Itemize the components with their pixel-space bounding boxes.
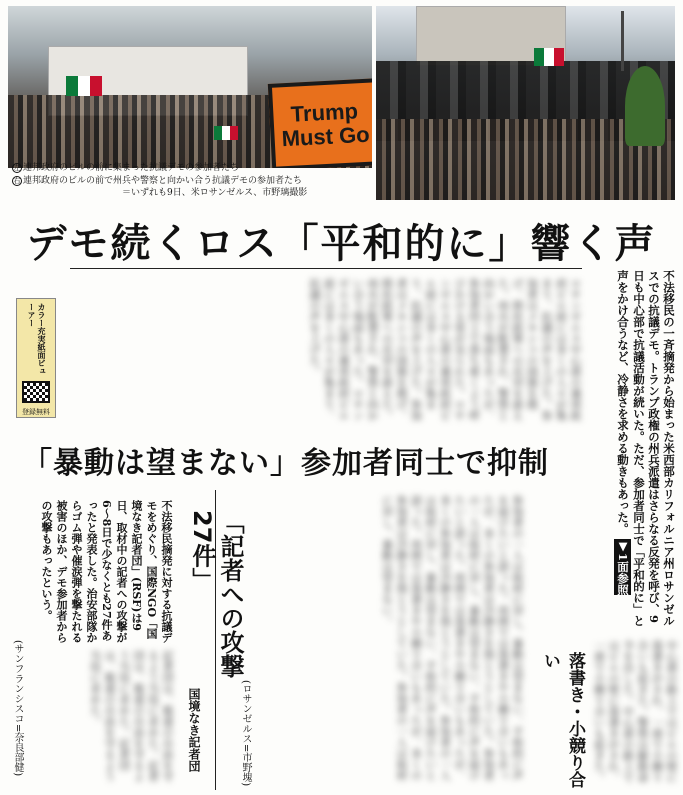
blurred-attack-continuation: 記者団は、報道の自由を守るよう当局に求めた。記者団は、報道の自由を守るよう当局に求めた。記者団は、報道の自由を守るよう当局に求めた。 [88, 650, 174, 782]
sign-line1: Trump [290, 98, 359, 128]
photo-caption [12, 162, 374, 200]
lead-text: 不法移民の一斉摘発から始まった米西部カリフォルニア州ロサンゼルスでの抗議デモ。トランプ政権の州兵派遣はさらなる反発を呼び、9日も中心部で抗議活動が続いた。ただ、参加者同士で「平和的に」と声をかけ合うなど、冷静さを求める動きもあった。 [616, 270, 676, 627]
photo-left-protest-crowd [8, 6, 372, 168]
attack-body: 不法移民摘発に対する抗議デモをめぐり、国際NGO「国境なき記者団」(RSF)は9日、取材中の記者への攻撃が6〜8日で少なくとも27件あったと発表した。治安部隊からゴム弾や催涙弾を撃たれる被害のほか、デモ参加者からの攻撃もあったという。 [40, 500, 173, 643]
caption-line1: 連邦政府のビルの前に集まった抗議デモの参加者たち [23, 163, 240, 173]
attack-title: 「記者への攻撃27件」 [188, 510, 244, 678]
column-rule [70, 268, 582, 269]
tree [625, 66, 665, 146]
blurred-article-body-lower: 参加者の一人は取材に対し、暴動は望まない、平和的に声を届けたいと語った。周囲では落書きや小競り合いもあったが、多くの参加者は冷静さを保とうとしていた。参加者の一人は取材に対し、暴動は望まない、平和的に声を届けたいと語った。周囲では落書きや小競り合いもあったが、多くの参加者は冷静さを保とうとしていた。参加者の一人は取材に対し、暴動は望まない、平和的に声を届けたいと語った。周囲では落書きや小競り合いもあったが、多くの参加者は冷静さを保とうとしていた。参加者の一人は取材に対し、暴動は望まない。 [380, 495, 524, 781]
attack-credit: (サンフランシスコ=奈良部健) [12, 640, 23, 777]
main-credit: (ロサンゼルス=市野塊) [240, 680, 251, 787]
qr-box-title: カラー充実紙面ビューアー [27, 303, 46, 375]
trump-must-go-sign [268, 78, 372, 168]
viewer-qr-box[interactable] [16, 298, 56, 418]
mexican-flag-small [214, 126, 238, 140]
main-headline: デモ続くロス「平和的に」響く声 [26, 221, 657, 267]
photo-right-police-line [376, 6, 675, 200]
side-headline: 落書き・小競り合い [540, 652, 585, 788]
blurred-article-body-right: 中心部の路上ではビルの壁に落書きがされ、一部で小競り合いも起きた。警察は解散命令を出した。中心部の路上ではビルの壁に落書きがされ、一部で小競り合いも起きた。 [592, 640, 678, 783]
lead-paragraph [588, 270, 676, 630]
qr-code-icon[interactable] [22, 381, 50, 403]
caption-line3: ＝いずれも9日、米ロサンゼルス、市野璃撮影 [122, 188, 308, 198]
street-light [621, 11, 624, 71]
caption-mark-left: 左 [13, 164, 21, 172]
caption-line2: 連邦政府のビルの前で州兵や警察と向かい合う抗議デモの参加者たち [23, 175, 303, 186]
caption-mark-right: 右 [13, 176, 21, 185]
blurred-article-body-upper: ロサンゼルス中心部の連邦政府ビル前には多くの人々が集まり、抗議の声を上げた。参加者はメキシコの国旗を掲げ、移民政策への反対を訴えた。州兵が配置され、警察と向かい合う場面もあったが、参加者同士で落ち着くよう呼びかける姿が見られた。ロサンゼルス中心部の連邦政府ビル前には多くの人々が集まり、抗議の声を上げた。参加者はメキシコの国旗を掲げ、移民政策への反対を訴えた。州兵が配置され、警察と向かい合う場面もあった。ロサンゼルス中心部の連邦政府ビル前には多くの人々が集まり、抗議の声を上げた。 [308, 278, 582, 421]
qr-box-free: 登録無料 [22, 408, 50, 416]
lead-page-ref: ▼1面参照 [616, 538, 630, 596]
mexican-flag-right [534, 48, 564, 66]
mexican-flag [66, 76, 102, 96]
attack-subtitle: 国境なき記者団 [187, 688, 201, 772]
sign-line2: Must Go [281, 121, 371, 151]
sub-headline: 「暴動は望まない」参加者同士で抑制 [22, 446, 549, 481]
